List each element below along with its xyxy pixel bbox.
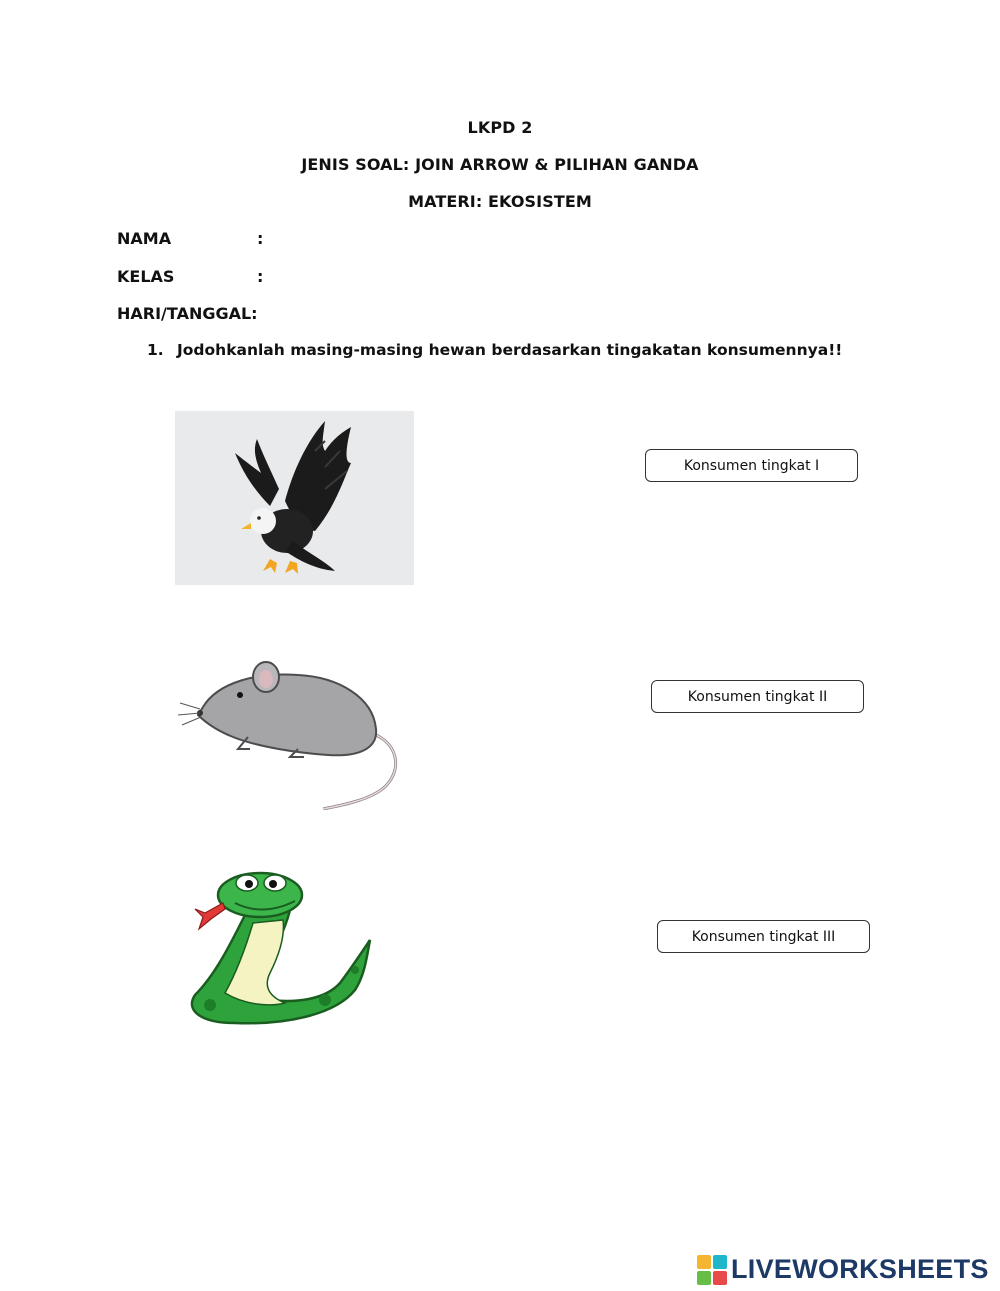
answer-box-konsumen-3[interactable]: Konsumen tingkat III [657,920,870,953]
hari-tanggal-label: HARI/TANGGAL: [117,304,258,323]
snake-icon [175,865,390,1030]
liveworksheets-logo-text: LIVEWORKSHEETS [731,1254,989,1284]
liveworksheets-logo[interactable] [697,1254,989,1285]
liveworksheets-logo-icon [697,1255,727,1285]
answer-box-konsumen-1[interactable]: Konsumen tingkat I [645,449,858,482]
nama-label: NAMA [117,229,172,248]
eagle-icon [175,411,414,585]
snake-image[interactable] [175,865,390,1030]
question-text: Jodohkanlah masing-masing hewan berdasarkan tingakatan konsumennya!! [177,341,843,359]
question-number: 1. [147,341,164,359]
kelas-colon: : [257,267,264,286]
mouse-icon [178,637,411,810]
answer-box-konsumen-2[interactable]: Konsumen tingkat II [651,680,864,713]
kelas-label: KELAS [117,267,175,286]
mouse-image[interactable] [178,637,411,810]
topic-line: MATERI: EKOSISTEM [408,192,592,211]
eagle-image[interactable] [175,411,414,585]
worksheet-title: LKPD 2 [467,118,533,137]
nama-colon: : [257,229,264,248]
question-type-line: JENIS SOAL: JOIN ARROW & PILIHAN GANDA [301,155,699,174]
